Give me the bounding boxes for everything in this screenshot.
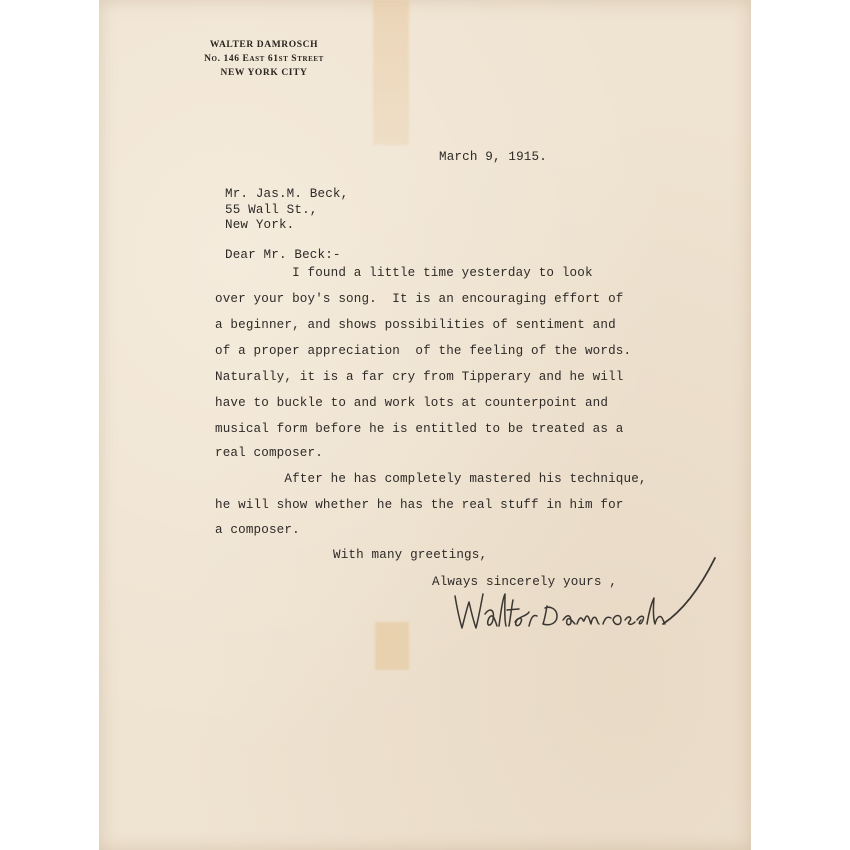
closing-valediction: Always sincerely yours , bbox=[432, 575, 617, 589]
letter-date: March 9, 1915. bbox=[439, 150, 547, 164]
letter-sheet bbox=[99, 0, 751, 850]
letterhead-city: NEW YORK CITY bbox=[220, 68, 308, 78]
body-line: real composer. bbox=[215, 446, 323, 460]
body-line: have to buckle to and work lots at counterpoint and bbox=[215, 396, 609, 410]
body-line: of a proper appreciation of the feeling of the words. bbox=[215, 344, 632, 358]
body-line: a composer. bbox=[215, 523, 300, 537]
letterhead-address: No. 146 East 61st Street bbox=[204, 54, 324, 64]
body-line: a beginner, and shows possibilities of sentiment and bbox=[215, 318, 616, 332]
body-line: he will show whether he has the real stuff in him for bbox=[215, 498, 624, 512]
paper-stain-bottom bbox=[375, 622, 409, 670]
salutation: Dear Mr. Beck:- bbox=[225, 248, 341, 262]
letterhead-name: WALTER DAMROSCH bbox=[209, 40, 319, 50]
closing-greeting: With many greetings, bbox=[333, 548, 488, 562]
body-line: Naturally, it is a far cry from Tipperary and he will bbox=[215, 370, 624, 384]
recipient-name: Mr. Jas.M. Beck, bbox=[225, 187, 349, 201]
recipient-street: 55 Wall St., bbox=[225, 203, 318, 217]
body-line: After he has completely mastered his technique, bbox=[215, 472, 647, 486]
body-line: I found a little time yesterday to look bbox=[215, 266, 593, 280]
body-line: over your boy's song. It is an encouraging effort of bbox=[215, 292, 624, 306]
recipient-city: New York. bbox=[225, 218, 295, 232]
handwritten-signature bbox=[449, 550, 724, 640]
body-line: musical form before he is entitled to be treated as a bbox=[215, 422, 624, 436]
